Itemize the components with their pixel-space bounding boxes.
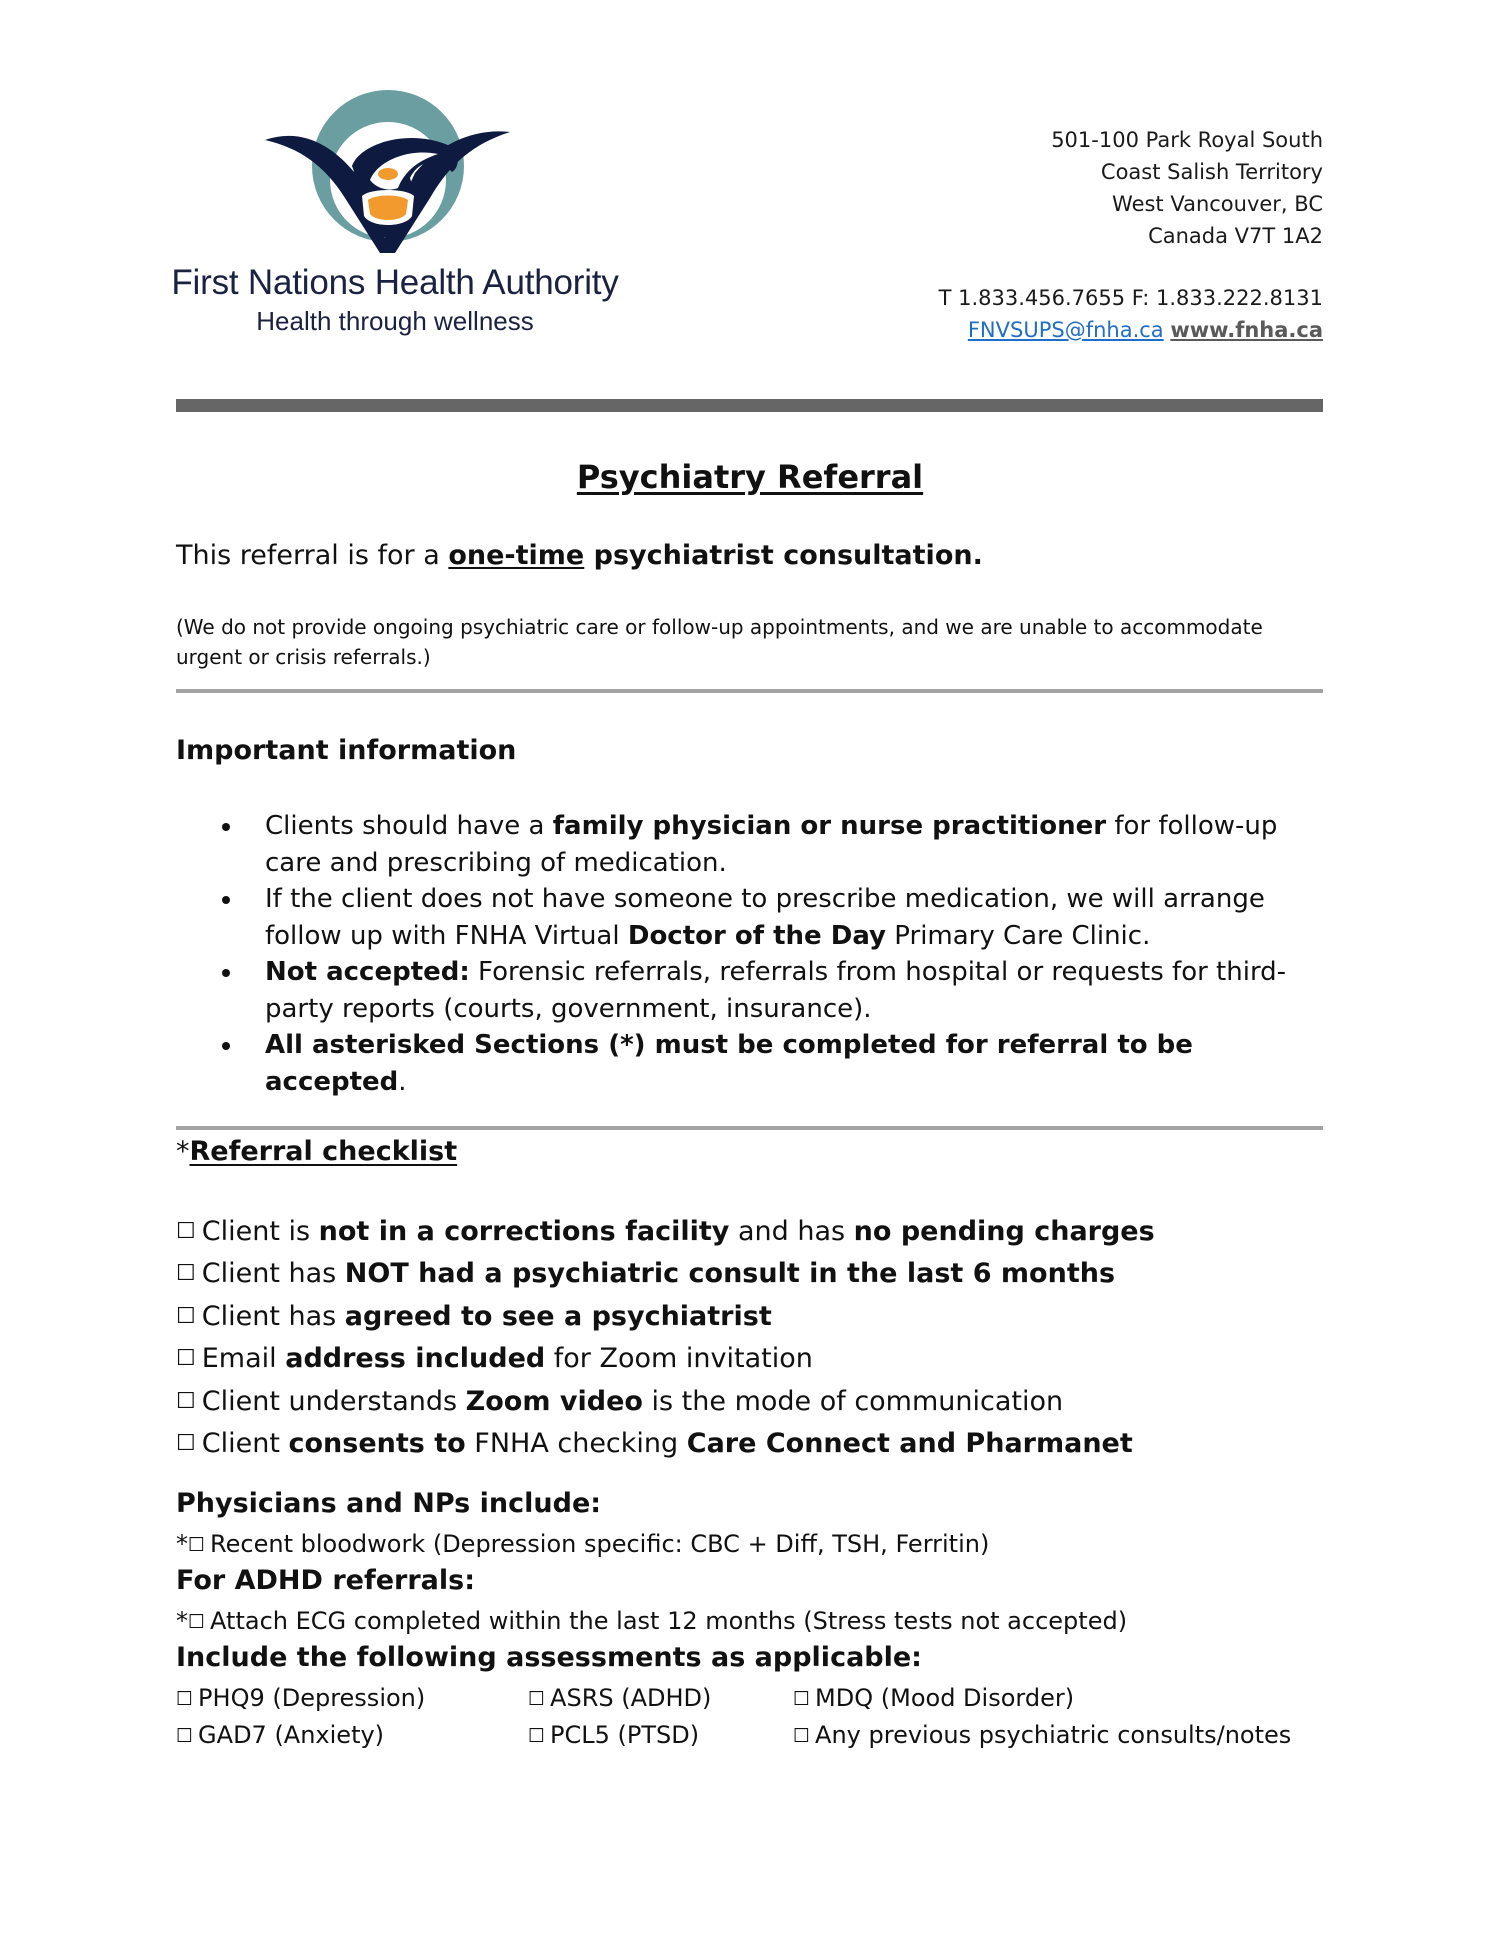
list-item: Not accepted: Forensic referrals, referrals from hospital or requests for third-party reports (courts, government, insurance).	[176, 954, 1326, 1027]
intro-statement	[176, 540, 983, 571]
org-tagline: Health through wellness	[256, 306, 534, 336]
checkbox-icon[interactable]: ☐	[188, 1611, 206, 1633]
raven-emblem-icon	[260, 88, 520, 258]
contact-address-block	[939, 124, 1323, 346]
checkbox-icon[interactable]: ☐	[176, 1219, 196, 1244]
assessment-item[interactable]: ☐ PHQ9 (Depression)	[176, 1684, 426, 1712]
checkbox-icon[interactable]: ☐	[528, 1725, 546, 1747]
list-item: All asterisked Sections (*) must be completed for referral to be accepted.	[176, 1027, 1326, 1100]
phone-fax: T 1.833.456.7655 F: 1.833.222.8131	[938, 286, 1323, 310]
checkbox-icon[interactable]: ☐	[793, 1688, 811, 1710]
checkbox-icon[interactable]: ☐	[188, 1534, 206, 1556]
bloodwork-checkbox-item[interactable]: *☐ Recent bloodwork (Depression specific: CBC + Diff, TSH, Ferritin)	[176, 1530, 990, 1558]
assessments-grid	[176, 1680, 1326, 1760]
checklist-heading: *Referral checklist	[176, 1136, 458, 1167]
assessments-heading: Include the following assessments as applicable:	[176, 1642, 922, 1673]
referral-checklist	[176, 1212, 1155, 1466]
intro-emphasis: one-time	[448, 540, 585, 571]
intro-suffix: psychiatrist consultation.	[584, 540, 983, 571]
logo-wordmark	[160, 263, 630, 339]
required-asterisk: *	[176, 1607, 188, 1635]
page-title: Psychiatry Referral	[576, 458, 924, 496]
adhd-heading: For ADHD referrals:	[176, 1565, 475, 1596]
section-divider	[176, 1126, 1323, 1130]
assessment-item[interactable]: ☐ GAD7 (Anxiety)	[176, 1721, 385, 1749]
required-asterisk: *	[176, 1136, 190, 1167]
list-item: Clients should have a family physician or nurse practitioner for follow-up care and prescribing of medication.	[176, 808, 1326, 881]
checkbox-icon[interactable]: ☐	[176, 1431, 196, 1457]
checklist-item[interactable]: ☐ Client consents to FNHA checking Care Connect and Pharmanet	[176, 1428, 1133, 1460]
fnha-logo	[160, 88, 640, 348]
website-link[interactable]: www.fnha.ca	[1170, 318, 1323, 342]
checklist-item[interactable]: ☐ Email address included for Zoom invitation	[176, 1343, 813, 1375]
intro-prefix: This referral is for a	[176, 540, 449, 571]
checkbox-icon[interactable]: ☐	[176, 1388, 196, 1414]
checkbox-icon[interactable]: ☐	[176, 1303, 196, 1329]
important-list	[176, 808, 1326, 1100]
checklist-item[interactable]: ☐ Client has NOT had a psychiatric consult in the last 6 months	[176, 1258, 1116, 1290]
section-divider	[176, 689, 1323, 693]
checkbox-icon[interactable]: ☐	[528, 1688, 546, 1710]
address-line: West Vancouver, BC	[1112, 192, 1323, 216]
checkbox-icon[interactable]: ☐	[176, 1688, 194, 1710]
org-name: First Nations Health Authority	[171, 263, 619, 302]
assessment-item[interactable]: ☐ ASRS (ADHD)	[528, 1684, 712, 1712]
assessment-item[interactable]: ☐ PCL5 (PTSD)	[528, 1721, 700, 1749]
header-divider	[176, 399, 1323, 412]
address-line: 501-100 Park Royal South	[1051, 128, 1323, 152]
checklist-item[interactable]: ☐ Client understands Zoom video is the mode of communication	[176, 1385, 1064, 1417]
assessment-item[interactable]: ☐ Any previous psychiatric consults/notes	[793, 1721, 1292, 1749]
required-asterisk: *	[176, 1530, 188, 1558]
checkbox-icon[interactable]: ☐	[176, 1261, 196, 1287]
list-item: If the client does not have someone to prescribe medication, we will arrange follow up with FNHA Virtual Doctor of the Day Primary Care Clinic.	[176, 881, 1326, 954]
checkbox-icon[interactable]: ☐	[176, 1725, 194, 1747]
physicians-heading: Physicians and NPs include:	[176, 1488, 602, 1519]
checkbox-icon[interactable]: ☐	[793, 1725, 811, 1747]
important-heading: Important information	[176, 735, 517, 766]
ecg-checkbox-item[interactable]: *☐ Attach ECG completed within the last 12 months (Stress tests not accepted)	[176, 1607, 1128, 1635]
service-note: (We do not provide ongoing psychiatric care or follow-up appointments, and we are unable to accommodate urgent or crisis referrals.)	[176, 615, 1263, 669]
address-line: Canada V7T 1A2	[1148, 224, 1323, 248]
assessment-item[interactable]: ☐ MDQ (Mood Disorder)	[793, 1684, 1075, 1712]
address-line: Coast Salish Territory	[1100, 160, 1323, 184]
email-link[interactable]: FNVSUPS@fnha.ca	[967, 318, 1164, 342]
checklist-item[interactable]: ☐ Client has agreed to see a psychiatrist	[176, 1300, 772, 1332]
checklist-item[interactable]: ☐ Client is not in a corrections facility and has no pending charges	[176, 1216, 1155, 1247]
checkbox-icon[interactable]: ☐	[176, 1346, 196, 1372]
